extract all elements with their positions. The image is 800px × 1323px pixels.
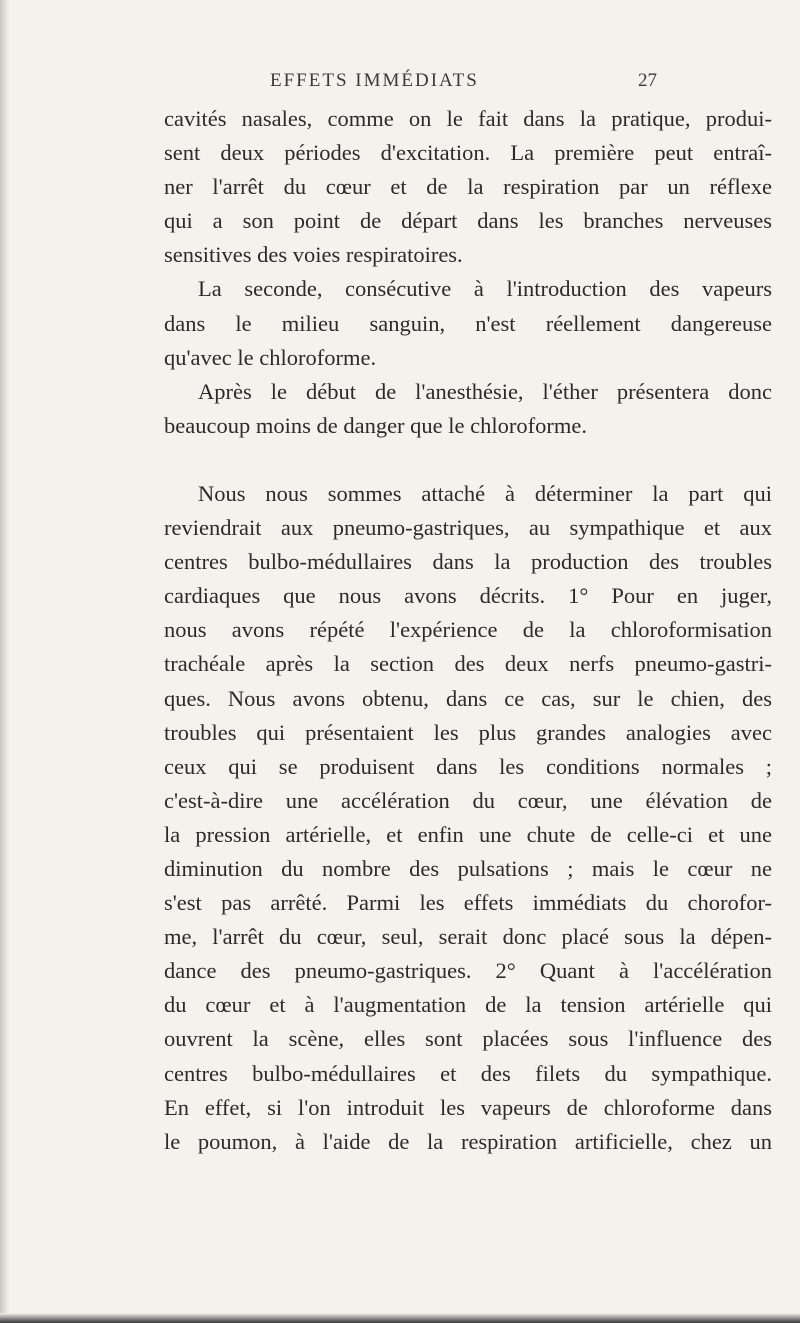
text-line: Nous nous sommes attaché à déterminer la part qui [198,480,772,506]
paragraph-2 [164,272,772,374]
text-line: ques. Nous avons obtenu, dans ce cas, sur le chien, des [164,685,772,711]
text-line: c'est-à-dire une accélération du cœur, une élévation de [164,787,772,813]
text-line: qu'avec le chloroforme. [164,344,377,370]
paragraph-1 [164,102,772,272]
text-line: beaucoup moins de danger que le chloroforme. [164,412,587,438]
text-line: le poumon, à l'aide de la respiration artificielle, chez un [164,1128,772,1154]
text-line: dans le milieu sanguin, n'est réellement dangereuse [164,310,772,336]
text-line: trachéale après la section des deux nerfs pneumo-gastri- [164,651,772,677]
text-line: diminution du nombre des pulsations ; mais le cœur ne [164,855,772,881]
text-line: ouvrent la scène, elles sont placées sous l'influence des [164,1026,772,1052]
text-line: cardiaques que nous avons décrits. 1° Pour en juger, [164,583,772,609]
paragraph-3 [164,375,772,443]
text-line: ner l'arrêt du cœur et de la respiration par un réflexe [164,174,772,200]
body-text [164,102,772,1159]
text-line: sent deux périodes d'excitation. La première peut entraî- [164,140,772,166]
running-head [0,70,800,100]
text-line: centres bulbo-médullaires et des filets du sympathique. [164,1060,772,1086]
text-line: la pression artérielle, et enfin une chute de celle-ci et une [164,821,772,847]
page-number: 27 [638,70,657,91]
running-title: EFFETS IMMÉDIATS [270,70,479,91]
text-line: dance des pneumo-gastriques. 2° Quant à l'accélération [164,958,772,984]
page-left-shadow [0,0,10,1323]
text-line: me, l'arrêt du cœur, seul, serait donc placé sous la dépen- [164,924,772,950]
page-bottom-shadow [0,1313,800,1323]
text-line: centres bulbo-médullaires dans la production des troubles [164,549,772,575]
text-line: ceux qui se produisent dans les conditions normales ; [164,753,772,779]
text-line: s'est pas arrêté. Parmi les effets immédiats du chorofor- [164,890,772,916]
paragraph-4 [164,477,772,1159]
text-line: qui a son point de départ dans les branches nerveuses [164,208,772,234]
text-line: du cœur et à l'augmentation de la tension artérielle qui [164,992,772,1018]
text-line: cavités nasales, comme on le fait dans la pratique, produi- [164,106,772,131]
text-line: troubles qui présentaient les plus grandes analogies avec [164,719,772,745]
text-line: Après le début de l'anesthésie, l'éther présentera donc [198,378,772,404]
text-line: reviendrait aux pneumo-gastriques, au sympathique et aux [164,515,772,541]
text-line: En effet, si l'on introduit les vapeurs de chloroforme dans [164,1094,772,1120]
text-line: nous avons répété l'expérience de la chloroformisation [164,617,772,643]
text-line: La seconde, consécutive à l'introduction des vapeurs [198,276,772,302]
paragraph-gap [164,443,772,477]
text-line: sensitives des voies respiratoires. [164,242,463,268]
